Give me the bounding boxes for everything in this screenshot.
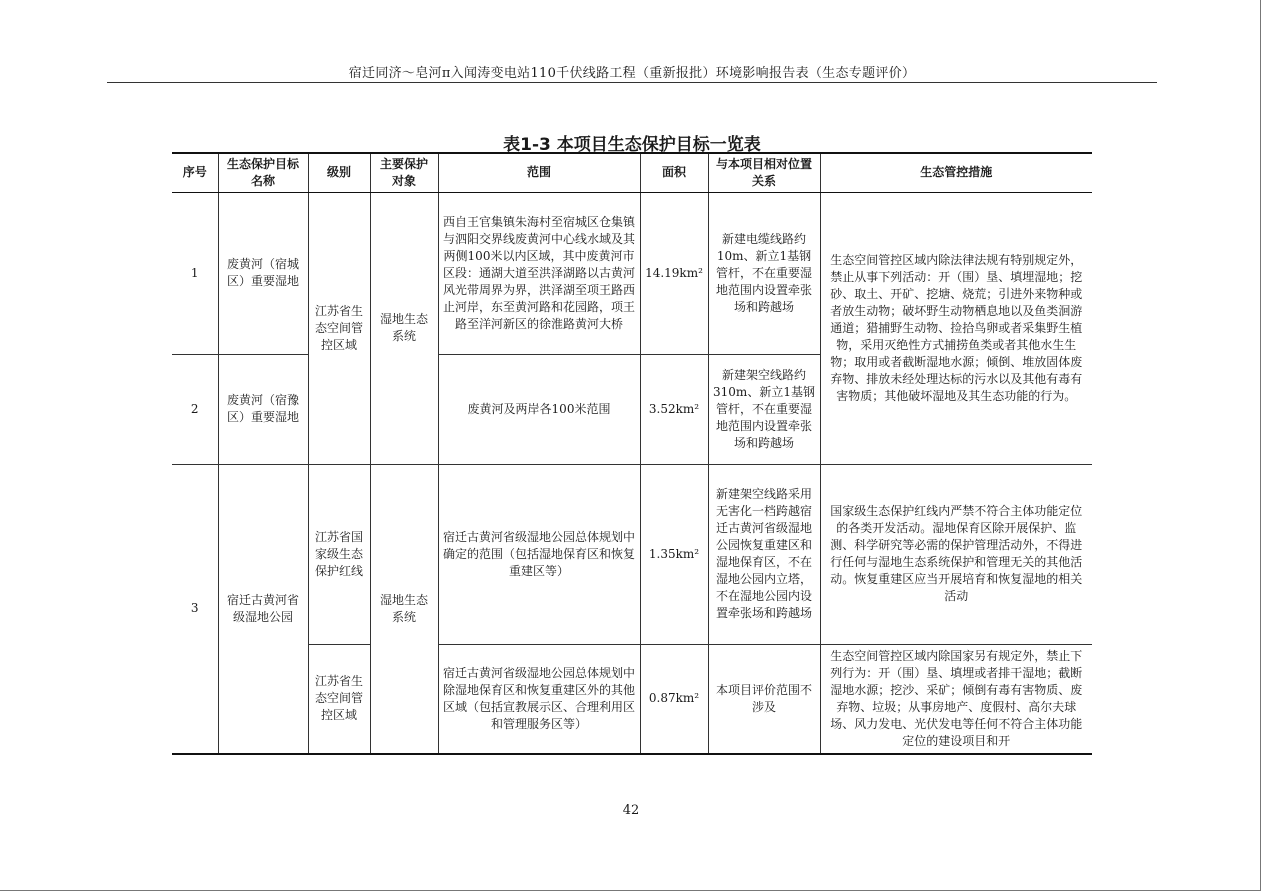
cell-no: 3	[172, 464, 218, 754]
header-area: 面积	[640, 153, 708, 192]
table-row	[172, 192, 1092, 354]
cell-target-name: 宿迁古黄河省级湿地公园	[218, 464, 308, 754]
table-header-row	[172, 153, 1092, 192]
cell-protected-object: 湿地生态系统	[370, 192, 438, 464]
cell-area: 14.19km²	[640, 192, 708, 354]
cell-target-name: 废黄河（宿豫区）重要湿地	[218, 354, 308, 464]
table-row	[172, 464, 1092, 644]
header-target-name: 生态保护目标名称	[218, 153, 308, 192]
header-level: 级别	[308, 153, 370, 192]
table-row	[172, 644, 1092, 754]
header-rule	[107, 82, 1157, 83]
cell-area: 1.35km²	[640, 464, 708, 644]
cell-target-name: 废黄河（宿城区）重要湿地	[218, 192, 308, 354]
cell-range: 宿迁古黄河省级湿地公园总体规划中除湿地保育区和恢复重建区外的其他区域（包括宣教展示区、合理利用区和管理服务区等）	[438, 644, 640, 754]
page-number: 42	[622, 803, 640, 818]
ecological-protection-table	[172, 152, 1092, 755]
cell-relative-position: 新建架空线路约310m、新立1基钢管杆，不在重要湿地范围内设置牵张场和跨越场	[708, 354, 820, 464]
cell-relative-position: 新建架空线路采用无害化一档跨越宿迁古黄河省级湿地公园恢复重建区和湿地保育区，不在湿地公园内立塔，不在湿地公园内设置牵张场和跨越场	[708, 464, 820, 644]
cell-relative-position: 新建电缆线路约10m、新立1基钢管杆，不在重要湿地范围内设置牵张场和跨越场	[708, 192, 820, 354]
cell-area: 0.87km²	[640, 644, 708, 754]
cell-protected-object: 湿地生态系统	[370, 464, 438, 754]
cell-control-measures: 生态空间管控区域内除法律法规有特别规定外，禁止从事下列活动：开（围）垦、填埋湿地；挖砂、取土、开矿、挖塘、烧荒；引进外来物种或者放生动物；破坏野生动物栖息地以及鱼类洄游通道；猎捕野生动物、捡拾鸟卵或者采集野生植物，采用灭绝性方式捕捞鱼类或者其他水生生物；取用或者截断湿地水源；倾倒、堆放固体废弃物、排放未经处理达标的污水以及其他有毒有害物质；其他破坏湿地及其生态功能的行为。	[820, 192, 1092, 464]
table-caption: 表1-3 本项目生态保护目标一览表	[503, 135, 761, 155]
cell-no: 2	[172, 354, 218, 464]
cell-no: 1	[172, 192, 218, 354]
cell-area: 3.52km²	[640, 354, 708, 464]
cell-range: 废黄河及两岸各100米范围	[438, 354, 640, 464]
cell-control-measures: 国家级生态保护红线内严禁不符合主体功能定位的各类开发活动。湿地保育区除开展保护、监测、科学研究等必需的保护管理活动外，不得进行任何与湿地生态系统保护和管理无关的其他活动。恢复重建区应当开展培育和恢复湿地的相关活动	[820, 464, 1092, 644]
cell-level: 江苏省国家级生态保护红线	[308, 464, 370, 644]
cell-relative-position: 本项目评价范围不涉及	[708, 644, 820, 754]
cell-level: 江苏省生态空间管控区域	[308, 644, 370, 754]
cell-range: 西自王官集镇朱海村至宿城区仓集镇与泗阳交界线废黄河中心线水域及其两侧100米以内区域，其中废黄河市区段：通湖大道至洪泽湖路以古黄河风光带周界为界，洪泽湖至项王路西止河岸，东至黄河路和花园路，项王路至洋河新区的徐淮路黄河大桥	[438, 192, 640, 354]
cell-level: 江苏省生态空间管控区域	[308, 192, 370, 464]
header-relative-position: 与本项目相对位置关系	[708, 153, 820, 192]
header-control-measures: 生态管控措施	[820, 153, 1092, 192]
header-no: 序号	[172, 153, 218, 192]
header-protected-object: 主要保护对象	[370, 153, 438, 192]
header-range: 范围	[438, 153, 640, 192]
cell-range: 宿迁古黄河省级湿地公园总体规划中确定的范围（包括湿地保育区和恢复重建区等）	[438, 464, 640, 644]
cell-control-measures: 生态空间管控区域内除国家另有规定外，禁止下列行为：开（围）垦、填埋或者排干湿地；截断湿地水源；挖沙、采矿；倾倒有毒有害物质、废弃物、垃圾；从事房地产、度假村、高尔夫球场、风力发电、光伏发电等任何不符合主体功能定位的建设项目和开	[820, 644, 1092, 754]
running-header: 宿迁同济～皂河π入闻涛变电站110千伏线路工程（重新报批）环境影响报告表（生态专题评价）	[348, 66, 916, 81]
